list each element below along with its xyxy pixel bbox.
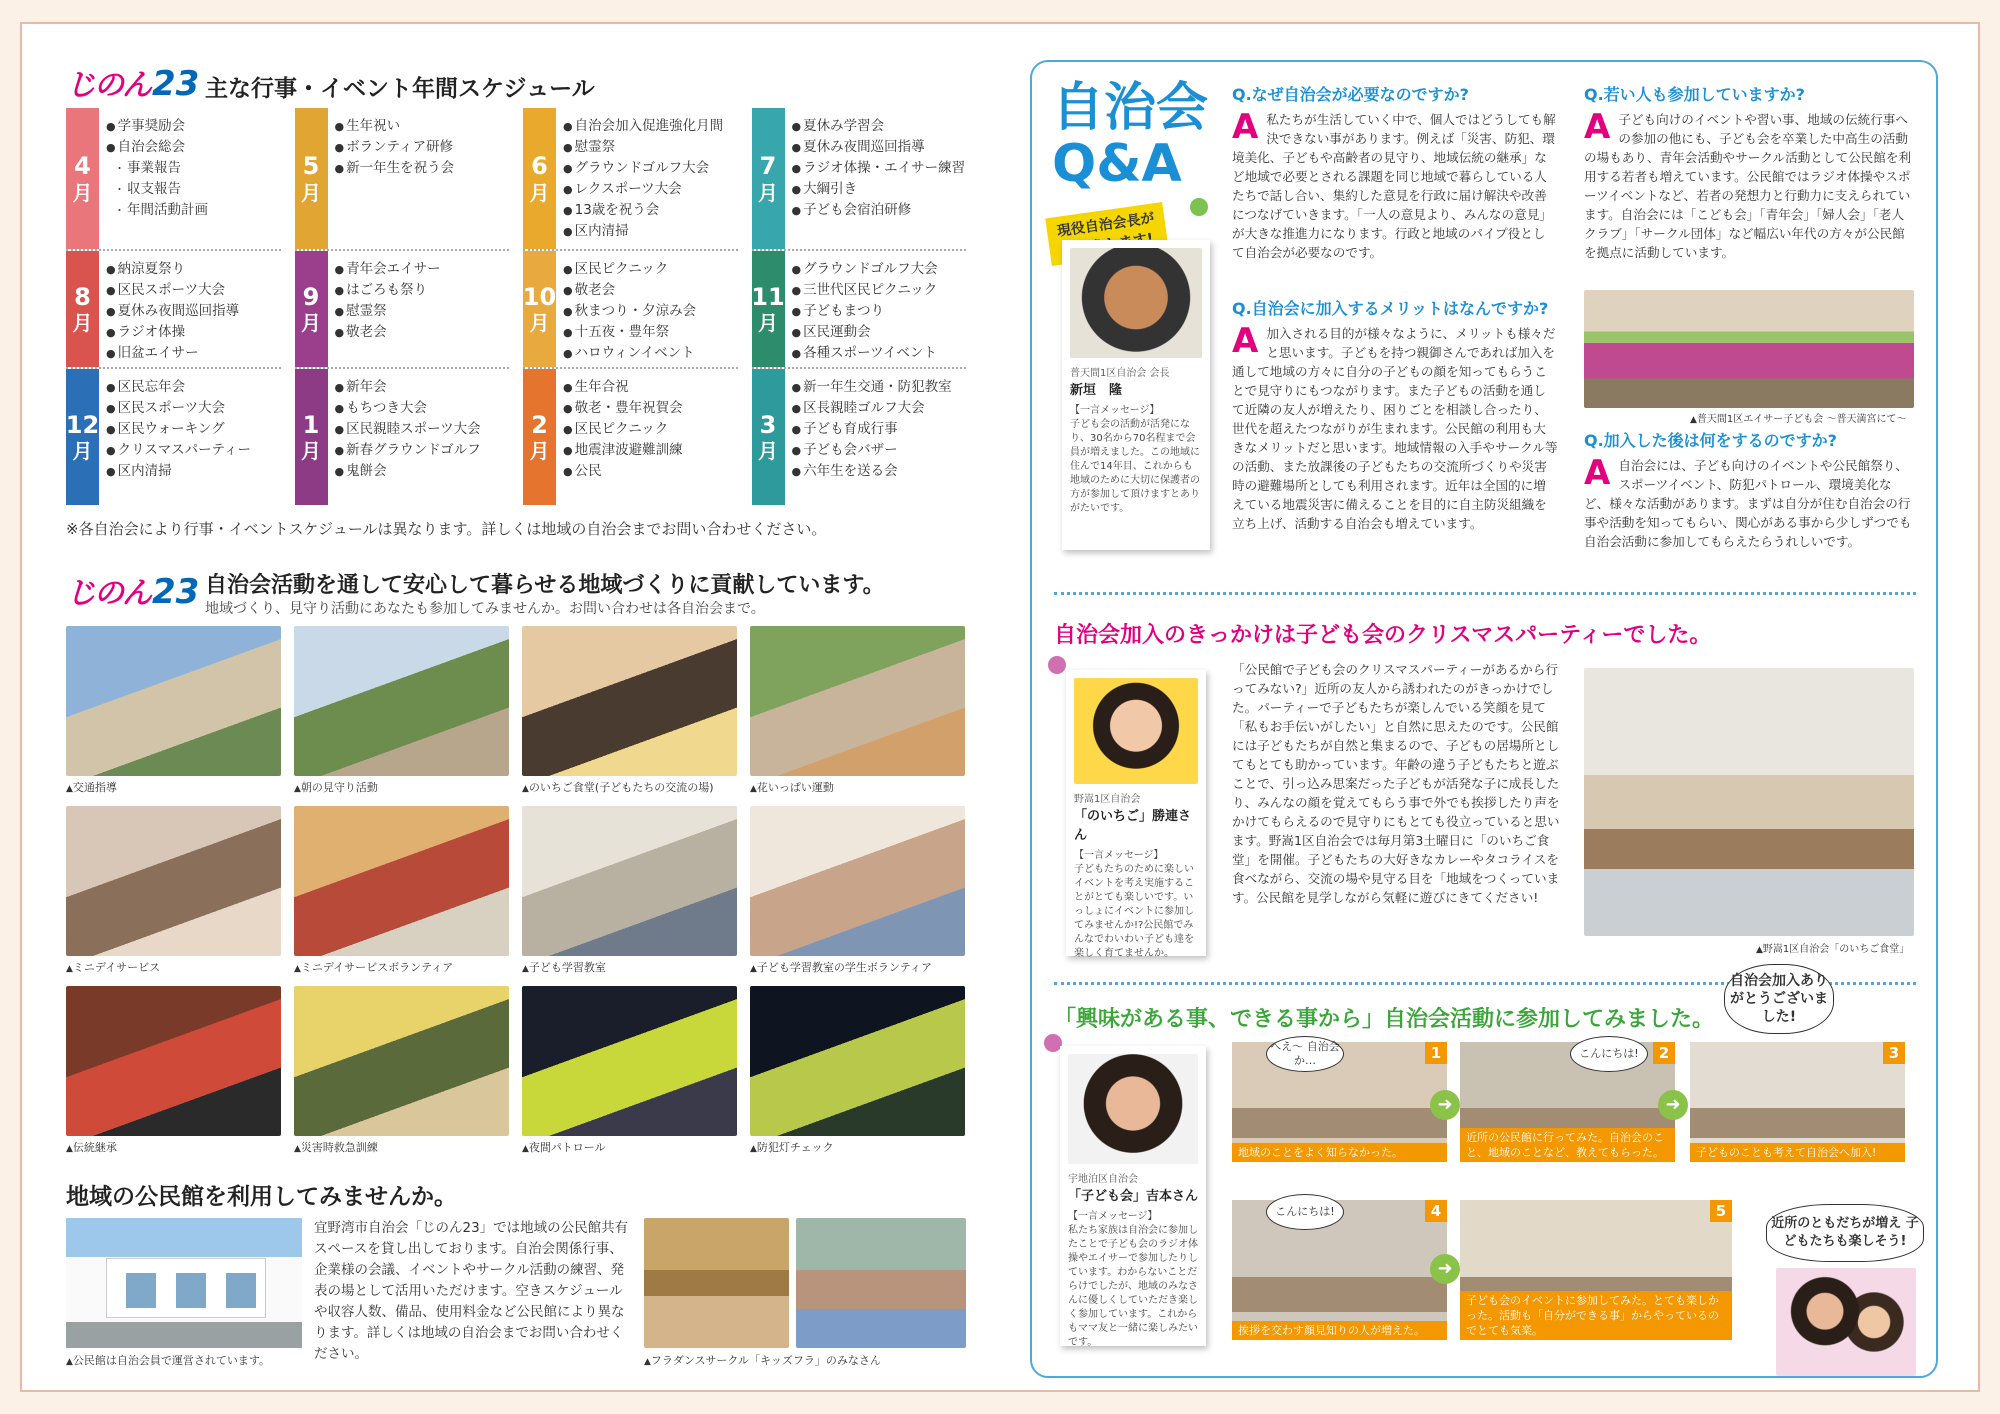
event-item: ● グラウンドゴルフ大会 xyxy=(792,259,967,280)
answer-1: A私たちが生活していく中で、個人ではどうしても解決できない事があります。例えば「災害、防犯、環境美化、子どもや高齢者の見守り、地域伝統の継承」など地域で必要とされる課題を同じ地域で暮らしている人たちで話し合い、集約した意見を行政に届け解決や改善につなげていきます。「一人の意見より、みんなの意見」が大きな推進力になります。行政と地域のパイプ役として自治会が必要なのです。 xyxy=(1232,107,1556,260)
event-item: ● 青年会エイサー xyxy=(335,259,510,280)
event-item: ● 区民ウォーキング xyxy=(106,419,281,440)
noichigo-photo xyxy=(1584,668,1914,936)
event-item: ● 納涼夏祭り xyxy=(106,259,281,280)
event-item: ● 十五夜・豊年祭 xyxy=(563,322,738,343)
photo-caption: ▲ ミニデイサービス xyxy=(66,959,160,975)
story1-text: 「公民館で子ども会のクリスマスパーティーがあるから行ってみない?」近所の友人から誘われたのがきっかけでした。パーティーで子どもたちが楽しんでいる笑顔を見て「私もお手伝いがしたい」と自然に思えたのです。公民館には子どもたちが自然と集まるので、子どもの居場所としてもとても助かっています。年齢の違う子どもたちと遊ぶことで、引っ込み思案だった子どもが活発な子に成長したり、みんなの顔を覚えてもらう事で外でも挨拶したり声をかけてもらえるので見守りにもとても役立っていると思います。野嵩1区自治会では毎月第3土曜日に「のいちご食堂」を開催。子どもたちの大好きなカレーやタコライスを食べながら、交流の場や見守る目を「地域をつくっています。公民館を見学しながら気軽に遊びにきてください! xyxy=(1232,662,1560,905)
event-item: ● 慰霊祭 xyxy=(335,301,510,322)
event-list xyxy=(106,251,281,364)
event-subitem: ・ 年間活動計画 xyxy=(106,200,281,221)
event-item: ● ラジオ体操・エイサー練習 xyxy=(792,158,967,179)
katsuren-name: 「のいちご」勝連さん xyxy=(1074,809,1192,843)
arrow-right-icon: ➜ xyxy=(1430,1090,1460,1120)
event-subitem: ・ 収支報告 xyxy=(106,179,281,200)
question-1: Q.なぜ自治会が必要なのですか? xyxy=(1232,85,1469,104)
event-item: ● 生年祝い xyxy=(335,116,510,137)
community-hall-photo xyxy=(66,1218,302,1348)
hall-title: 地域の公民館を利用してみませんか。 xyxy=(66,1184,457,1210)
activity-photo xyxy=(522,806,737,956)
event-item: ● 新春グラウンドゴルフ xyxy=(335,440,510,461)
activity-photo xyxy=(66,626,281,776)
speech-bubble: こんにちは! xyxy=(1266,1194,1344,1230)
activity-photo xyxy=(522,986,737,1136)
thanks-bubble: 自治会加入ありがとうございました! xyxy=(1724,964,1834,1034)
month-label: 1 月 xyxy=(295,369,328,505)
schedule-month-1 xyxy=(295,369,510,505)
schedule-month-6 xyxy=(523,108,738,251)
schedule-month-7 xyxy=(752,108,967,251)
activities-subtitle: 地域づくり、見守り活動にあなたも参加してみませんか。お問い合わせは各自治会まで。 xyxy=(205,601,765,617)
mother-child-photo xyxy=(1776,1268,1916,1376)
message-title: 【一言メッセージ】 xyxy=(1074,850,1164,861)
katsuren-role: 野嵩1区自治会 xyxy=(1074,794,1141,805)
month-label: 5 月 xyxy=(295,108,328,249)
event-item: ● 区民ピクニック xyxy=(563,259,738,280)
schedule-month-3 xyxy=(752,369,967,505)
month-label: 11 月 xyxy=(752,251,785,367)
katsuren-photo xyxy=(1074,678,1198,784)
month-label: 2 月 xyxy=(523,369,556,505)
katsuren-card xyxy=(1066,670,1206,959)
event-item: ● 敬老会 xyxy=(563,280,738,301)
event-item: ● 新一年生交通・防犯教室 xyxy=(792,377,967,398)
event-item: ● 秋まつり・夕涼み会 xyxy=(563,301,738,322)
step-number: 2 xyxy=(1653,1042,1675,1064)
month-label: 3 月 xyxy=(752,369,785,505)
event-item: ● 区民親睦スポーツ大会 xyxy=(335,419,510,440)
activity-photo xyxy=(750,986,965,1136)
step-caption: 地域のことをよく知らなかった。 xyxy=(1232,1143,1447,1162)
yoshimoto-message: 私たち家族は自治会に参加したことで子ども会のラジオ体操やエイサーで参加したりしています。わからないことだらけでしたが、地域のみなさんに優しくしていただき楽しく参加しています。これからもママ友と一緒に楽しみたいです。 xyxy=(1068,1225,1198,1348)
event-item: ● 鬼餅会 xyxy=(335,461,510,482)
event-list xyxy=(792,369,967,482)
yoshimoto-role: 宇地泊区自治会 xyxy=(1068,1174,1138,1185)
chairman-photo xyxy=(1070,248,1202,358)
photo-caption: ▲ のいちご食堂(子どもたちの交流の場) xyxy=(522,779,714,795)
step-number: 1 xyxy=(1425,1042,1447,1064)
annual-schedule xyxy=(66,108,966,508)
event-item: ● 区民運動会 xyxy=(792,322,967,343)
qa-tag: 現役自治会長がお答えします! xyxy=(1045,202,1169,266)
question-2: Q.自治会に加入するメリットはなんですか? xyxy=(1232,299,1549,318)
activity-photo xyxy=(522,626,737,776)
event-item: ● もちつき大会 xyxy=(335,398,510,419)
schedule-month-5 xyxy=(295,108,510,251)
event-item: ● 区内清掃 xyxy=(563,221,738,242)
event-item: ● ハロウィンイベント xyxy=(563,343,738,364)
photo-caption: ▲ 子ども学習教室 xyxy=(522,959,606,975)
schedule-month-12 xyxy=(66,369,281,505)
event-item: ● 生年合祝 xyxy=(563,377,738,398)
event-item: ● 敬老会 xyxy=(335,322,510,343)
step-photo-3 xyxy=(1690,1042,1905,1162)
month-label: 12 月 xyxy=(66,369,99,505)
schedule-month-11 xyxy=(752,251,967,369)
event-item: ● 夏休み夜間巡回指導 xyxy=(106,301,281,322)
event-list xyxy=(335,108,510,179)
event-item: ● 自治会加入促進強化月間 xyxy=(563,116,738,137)
story2-title: 「興味がある事、できる事から」自治会活動に参加してみました。 xyxy=(1054,1007,1715,1032)
hula-photo-2 xyxy=(796,1218,966,1348)
month-label: 8 月 xyxy=(66,251,99,367)
month-label: 10 月 xyxy=(523,251,556,367)
noichigo-caption: ▲ 野嵩1区自治会「のいちご食堂」 xyxy=(1756,940,1909,955)
divider xyxy=(1054,592,1916,595)
event-item: ● 子どもまつり xyxy=(792,301,967,322)
activity-photo-grid xyxy=(66,626,966,1156)
answer-2: A加入される目的が様々なように、メリットも様々だと思います。子どもを持つ親御さんであれば加入を通して地域の方々に自分の子どもの顔を知ってもらうことで見守りにもつながります。また子どもの活動を通して近隣の友人が増えたり、困りごとを相談し合ったり、世代を超えたつながりが生まれます。公民館の利用も大きなメリットだと思います。地域情報の入手やサークル等の活動、また放課後の子どもたちの交流所づくりや災害時の避難場所としても利用されます。近年は全国的に増えている地震災害に備えることを目的に自主防災組織を立ち上げ、活動する自治会も増えています。 xyxy=(1232,321,1558,531)
chairman-message: 子ども会の活動が活発になり、30名から70名程まで会員が増えました。この地域に住んで14年目、これからも地域のために大切に保護者の方が参加して頂けますとありがたいです。 xyxy=(1070,419,1200,514)
month-label: 4 月 xyxy=(66,108,99,249)
yoshimoto-name: 「子ども会」吉本さん xyxy=(1068,1189,1199,1204)
photo-caption: ▲ 子ども学習教室の学生ボランティア xyxy=(750,959,932,975)
step-number: 5 xyxy=(1710,1200,1732,1222)
hula-caption: ▲ フラダンスサークル「キッズフラ」のみなさん xyxy=(644,1352,881,1368)
jinon23-logo: じのん 23 xyxy=(66,64,200,104)
event-list xyxy=(563,251,738,364)
answer-3: A子ども向けのイベントや習い事、地域の伝統行事への参加の他にも、子ども会を卒業した中高生の活動の場もあり、青年会活動やサークル活動として公民館を利用する若者も増えています。公民館ではラジオ体操やスポーツイベントなど、若者の発想力と行動力に支えられています。自治会には「こども会」「青年会」「婦人会」「老人クラブ」「サークル団体」など幅広い年代の方々が公民館を拠点に活動しています。 xyxy=(1584,107,1912,260)
chairman-card xyxy=(1062,240,1210,550)
event-item: ● 区民ピクニック xyxy=(563,419,738,440)
question-4: Q.加入した後は何をするのですか? xyxy=(1584,431,1837,450)
month-label: 6 月 xyxy=(523,108,556,249)
step-caption: 挨拶を交わす顔見知りの人が増えた。 xyxy=(1232,1321,1447,1340)
activity-photo xyxy=(294,806,509,956)
photo-caption: ▲ 交通指導 xyxy=(66,779,117,795)
event-item: ● ラジオ体操 xyxy=(106,322,281,343)
activity-photo xyxy=(750,626,965,776)
event-list xyxy=(335,369,510,482)
event-item: ● 公民 xyxy=(563,461,738,482)
event-item: ● ボランティア研修 xyxy=(335,137,510,158)
event-item: ● 慰霊祭 xyxy=(563,137,738,158)
step-photo-5 xyxy=(1460,1200,1732,1340)
event-item: ● はごろも祭り xyxy=(335,280,510,301)
activities-title: 自治会活動を通して安心して暮らせる地域づくりに貢献しています。 xyxy=(205,573,885,598)
schedule-month-8 xyxy=(66,251,281,369)
event-item: ● 子ども会バザー xyxy=(792,440,967,461)
activity-photo xyxy=(294,986,509,1136)
event-item: ● 三世代区民ピクニック xyxy=(792,280,967,301)
event-item: ● 各種スポーツイベント xyxy=(792,343,967,364)
event-list xyxy=(563,369,738,482)
event-list xyxy=(106,369,281,482)
month-label: 7 月 xyxy=(752,108,785,249)
activity-photo xyxy=(66,986,281,1136)
photo-caption: ▲ 防犯灯チェック xyxy=(750,1139,834,1155)
photo-caption: ▲ 伝統継承 xyxy=(66,1139,117,1155)
jinon23-logo-2: じのん 23 xyxy=(66,572,200,612)
event-item: ● 新年会 xyxy=(335,377,510,398)
event-item: ● 六年生を送る会 xyxy=(792,461,967,482)
photo-caption: ▲ 朝の見守り活動 xyxy=(294,779,378,795)
event-item: ● 敬老・豊年祝賀会 xyxy=(563,398,738,419)
eisa-photo xyxy=(1584,290,1914,408)
event-item: ● 学事奨励会 xyxy=(106,116,281,137)
pin-icon xyxy=(1190,198,1208,216)
schedule-month-2 xyxy=(523,369,738,505)
event-item: ● 旧盆エイサー xyxy=(106,343,281,364)
hula-photo-1 xyxy=(644,1218,789,1348)
schedule-month-9 xyxy=(295,251,510,369)
speech-bubble: こんにちは! xyxy=(1570,1036,1648,1072)
event-item: ● 夏休み学習会 xyxy=(792,116,967,137)
speech-bubble: へえ〜 自治会か… xyxy=(1266,1036,1344,1072)
pin-icon xyxy=(1048,656,1066,674)
step-caption: 子どものことも考えて自治会へ加入! xyxy=(1690,1143,1905,1162)
event-item: ● 地震津波避難訓練 xyxy=(563,440,738,461)
event-list xyxy=(792,251,967,364)
activity-photo xyxy=(66,806,281,956)
chairman-role: 普天間1区自治会 会長 xyxy=(1070,368,1170,379)
event-item: ● クリスマスパーティー xyxy=(106,440,281,461)
event-item: ● 夏休み夜間巡回指導 xyxy=(792,137,967,158)
event-item: ● 区内清掃 xyxy=(106,461,281,482)
event-item: ● レクスポーツ大会 xyxy=(563,179,738,200)
photo-caption: ▲ 災害時救急訓練 xyxy=(294,1139,378,1155)
event-item: ● 大綱引き xyxy=(792,179,967,200)
schedule-month-10 xyxy=(523,251,738,369)
chairman-name: 新垣 隆 xyxy=(1070,383,1123,398)
step-caption: 子ども会のイベントに参加してみた。とても楽しかった。活動も「自分ができる事」からやっているのでとても気楽。 xyxy=(1460,1291,1732,1340)
event-item: ● グラウンドゴルフ大会 xyxy=(563,158,738,179)
step-number: 3 xyxy=(1883,1042,1905,1064)
event-list xyxy=(106,108,281,221)
event-item: ● 子ども会宿泊研修 xyxy=(792,200,967,221)
arrow-right-icon: ➜ xyxy=(1430,1254,1460,1284)
yoshimoto-photo xyxy=(1068,1054,1198,1164)
eisa-caption: ▲ 普天間1区エイサー子ども会 〜普天満宮にて〜 xyxy=(1690,410,1906,425)
event-item: ● 自治会総会 xyxy=(106,137,281,158)
hall-text: 宜野湾市自治会「じのん23」では地域の公民館共有スペースを貸し出しております。自治会関係行事、企業様の会議、イベントやサークル活動の練習、発表の場として活用いただけます。空きスケジュールや収容人数、備品、使用料金など公民館により異なります。詳しくは地域の自治会までお問い合わせください。 xyxy=(314,1220,629,1362)
event-item: ● 子ども育成行事 xyxy=(792,419,967,440)
event-subitem: ・ 事業報告 xyxy=(106,158,281,179)
arrow-right-icon: ➜ xyxy=(1658,1090,1688,1120)
step-photo-4 xyxy=(1232,1200,1447,1340)
message-title: 【一言メッセージ】 xyxy=(1068,1211,1158,1222)
activity-photo xyxy=(294,626,509,776)
event-item: ● 区民スポーツ大会 xyxy=(106,280,281,301)
event-item: ● 区長親睦ゴルフ大会 xyxy=(792,398,967,419)
question-3: Q.若い人も参加していますか? xyxy=(1584,85,1805,104)
friends-bubble: 近所のともだちが増え 子どもたちも楽しそう! xyxy=(1766,1204,1924,1262)
katsuren-message: 子どもたちのために楽しいイベントを考え実施することがとても楽しいです。いっしょにイベントに参加してみませんか!?公民館でみんなでわいわい子ども達を楽しく育てませんか。 xyxy=(1074,864,1194,959)
month-label: 9 月 xyxy=(295,251,328,367)
event-list xyxy=(563,108,738,242)
answer-4: A自治会には、子ども向けのイベントや公民館祭り、スポーツイベント、防犯パトロール、環境美化など、様々な活動があります。まずは自分が住む自治会の行事や活動を知ってもらい、関心がある事から少しずつでも自治会活動に参加してもらえたらうれしいです。 xyxy=(1584,453,1912,549)
event-item: ● 区民忘年会 xyxy=(106,377,281,398)
event-list xyxy=(792,108,967,221)
story1-title: 自治会加入のきっかけは子ども会のクリスマスパーティーでした。 xyxy=(1054,623,1712,648)
yoshimoto-card xyxy=(1060,1046,1206,1346)
step-number: 4 xyxy=(1425,1200,1447,1222)
event-item: ● 区民スポーツ大会 xyxy=(106,398,281,419)
photo-caption: ▲ ミニデイサービスボランティア xyxy=(294,959,453,975)
photo-caption: ▲ 花いっぱい運動 xyxy=(750,779,834,795)
activity-photo xyxy=(750,806,965,956)
event-item: ● 新一年生を祝う会 xyxy=(335,158,510,179)
step-caption: 近所の公民館に行ってみた。自治会のこと、地域のことなど、教えてもらった。 xyxy=(1460,1128,1675,1162)
photo-caption: ▲ 夜間パトロール xyxy=(522,1139,605,1155)
schedule-title: 主な行事・イベント年間スケジュール xyxy=(205,76,595,102)
qa-title: 自治会 Q&A xyxy=(1052,78,1209,194)
message-title: 【一言メッセージ】 xyxy=(1070,405,1160,416)
schedule-month-4 xyxy=(66,108,281,251)
event-item: ● 13歳を祝う会 xyxy=(563,200,738,221)
event-list xyxy=(335,251,510,343)
hall-caption: ▲ 公民館は自治会員で運営されています。 xyxy=(66,1352,270,1368)
schedule-note: ※各自治会により行事・イベントスケジュールは異なります。詳しくは地域の自治会までお問い合わせください。 xyxy=(66,520,827,538)
